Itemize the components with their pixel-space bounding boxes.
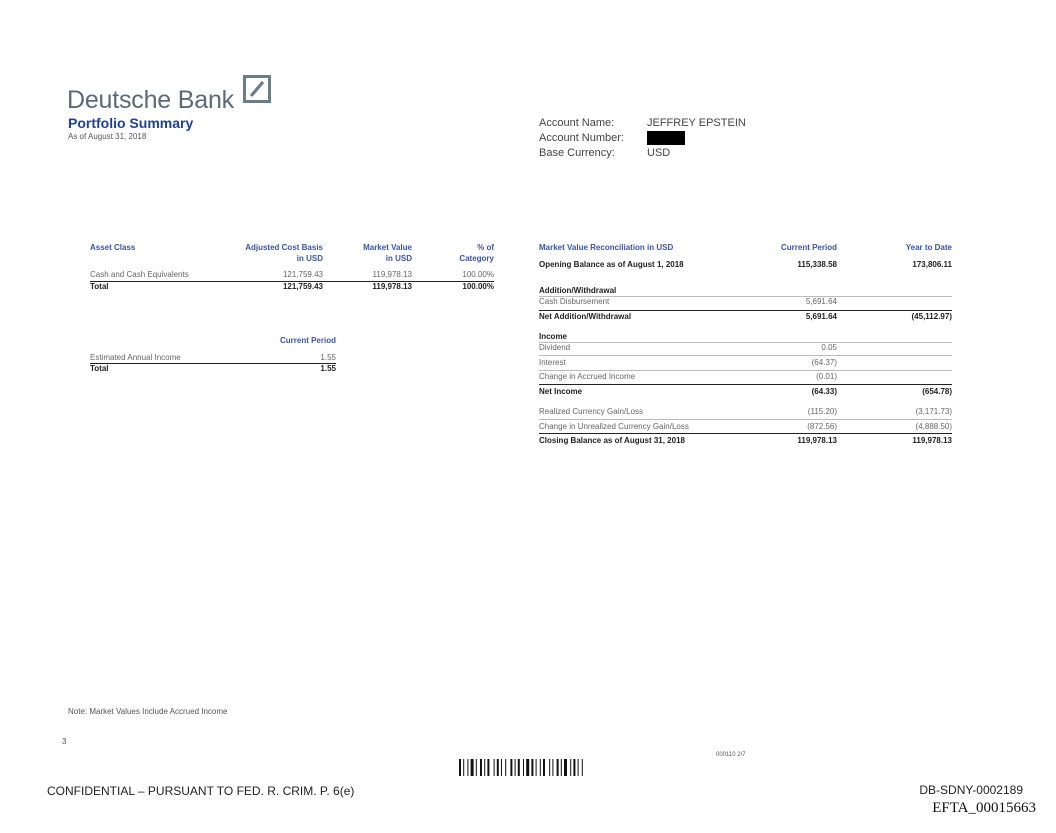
closing-divider xyxy=(539,433,952,434)
account-name-label: Account Name: xyxy=(539,117,615,129)
closing-balance-current: 119,978.13 xyxy=(797,436,837,445)
reconciliation-current-header: Current Period xyxy=(780,243,837,252)
interest-label: Interest xyxy=(539,358,566,367)
income-current-period-header: Current Period xyxy=(279,336,336,345)
account-number-label: Account Number: xyxy=(539,132,624,144)
bates-number: DB-SDNY-0002189 xyxy=(919,783,1023,797)
asset-class-header: Asset Class xyxy=(90,243,136,252)
realized-fx-ytd: (3,171.73) xyxy=(915,407,952,416)
unrealized-fx-ytd: (4,888.50) xyxy=(915,422,952,431)
unrealized-fx-current: (872.56) xyxy=(807,422,837,431)
income-total-value: 1.55 xyxy=(320,364,336,373)
market-value-header-line2: in USD xyxy=(385,254,412,263)
market-value-header-line1: Market Value xyxy=(363,243,412,252)
net-income-divider xyxy=(539,384,952,385)
net-income-ytd: (654.78) xyxy=(922,387,952,396)
reconciliation-ytd-header: Year to Date xyxy=(905,243,952,252)
interest-current: (64.37) xyxy=(811,358,837,367)
market-value-header xyxy=(330,242,412,264)
base-currency-value: USD xyxy=(647,147,671,159)
account-name-row xyxy=(539,116,746,131)
dividend-current: 0.05 xyxy=(821,343,837,352)
net-addition-divider xyxy=(539,310,952,311)
estimated-income-label: Estimated Annual Income xyxy=(90,353,181,362)
page-title: Portfolio Summary xyxy=(68,115,194,131)
cost-basis-header-line2: in USD xyxy=(296,254,323,263)
accrued-income-note: Note: Market Values Include Accrued Income xyxy=(68,707,228,716)
dividend-label: Dividend xyxy=(539,343,571,352)
asset-class-cell: Cash and Cash Equivalents xyxy=(90,270,189,279)
realized-fx-current: (115.20) xyxy=(807,407,837,416)
accrued-income-label: Change in Accrued Income xyxy=(539,372,636,381)
net-addition-ytd: (45,112.97) xyxy=(911,312,952,321)
reconciliation-header: Market Value Reconciliation in USD xyxy=(539,243,674,252)
cost-basis-cell: 121,759.43 xyxy=(282,270,323,279)
realized-fx-label: Realized Currency Gain/Loss xyxy=(539,407,644,416)
cash-disbursement-label: Cash Disbursement xyxy=(539,297,610,306)
cost-basis-header xyxy=(210,242,323,264)
net-addition-current: 5,691.64 xyxy=(805,312,837,321)
account-number-row xyxy=(539,131,746,146)
addition-section-title: Addition/Withdrawal xyxy=(539,286,617,295)
net-income-current: (64.33) xyxy=(811,387,837,396)
unrealized-fx-label: Change in Unrealized Currency Gain/Loss xyxy=(539,422,689,431)
confidential-notice: CONFIDENTIAL – PURSUANT TO FED. R. CRIM. P. 6(e) xyxy=(47,784,355,798)
as-of-date: As of August 31, 2018 xyxy=(68,132,147,141)
pct-header-line2: Category xyxy=(459,254,494,263)
asset-total-pct: 100.00% xyxy=(462,282,494,291)
asset-total-cost: 121,759.43 xyxy=(282,282,323,291)
account-info xyxy=(539,116,746,161)
brand-name: Deutsche Bank xyxy=(67,86,234,114)
cost-basis-header-line1: Adjusted Cost Basis xyxy=(245,243,323,252)
accrued-income-current: (0.01) xyxy=(816,372,837,381)
opening-balance-label: Opening Balance as of August 1, 2018 xyxy=(539,260,684,269)
net-addition-label: Net Addition/Withdrawal xyxy=(539,312,632,321)
closing-balance-ytd: 119,978.13 xyxy=(912,436,952,445)
pct-cell: 100.00% xyxy=(462,270,494,279)
opening-balance-current: 115,338.58 xyxy=(797,260,837,269)
closing-balance-label: Closing Balance as of August 31, 2018 xyxy=(539,436,685,445)
document-code: 000110 2/7 xyxy=(716,752,746,758)
page-number: 3 xyxy=(62,737,67,746)
cash-disbursement-current: 5,691.64 xyxy=(805,297,837,306)
estimated-income-value: 1.55 xyxy=(320,353,336,362)
income-section-title: Income xyxy=(539,332,568,341)
interest-divider xyxy=(539,370,952,371)
base-currency-label: Base Currency: xyxy=(539,147,615,159)
net-income-label: Net Income xyxy=(539,387,583,396)
dividend-divider xyxy=(539,355,952,356)
account-name-value: JEFFREY EPSTEIN xyxy=(647,117,746,129)
efta-number: EFTA_00015663 xyxy=(932,800,1036,816)
account-number-redaction xyxy=(647,131,685,145)
opening-balance-ytd: 173,806.11 xyxy=(912,260,952,269)
base-currency-row xyxy=(539,146,746,161)
asset-total-market: 119,978.13 xyxy=(372,282,412,291)
pct-category-header xyxy=(430,242,494,264)
deutsche-bank-logo-icon xyxy=(243,75,271,103)
market-value-cell: 119,978.13 xyxy=(372,270,412,279)
barcode-icon xyxy=(459,759,611,776)
pct-header-line1: % of xyxy=(477,243,494,252)
asset-total-label: Total xyxy=(90,282,109,291)
income-total-label: Total xyxy=(90,364,109,373)
realized-fx-divider xyxy=(539,419,952,420)
